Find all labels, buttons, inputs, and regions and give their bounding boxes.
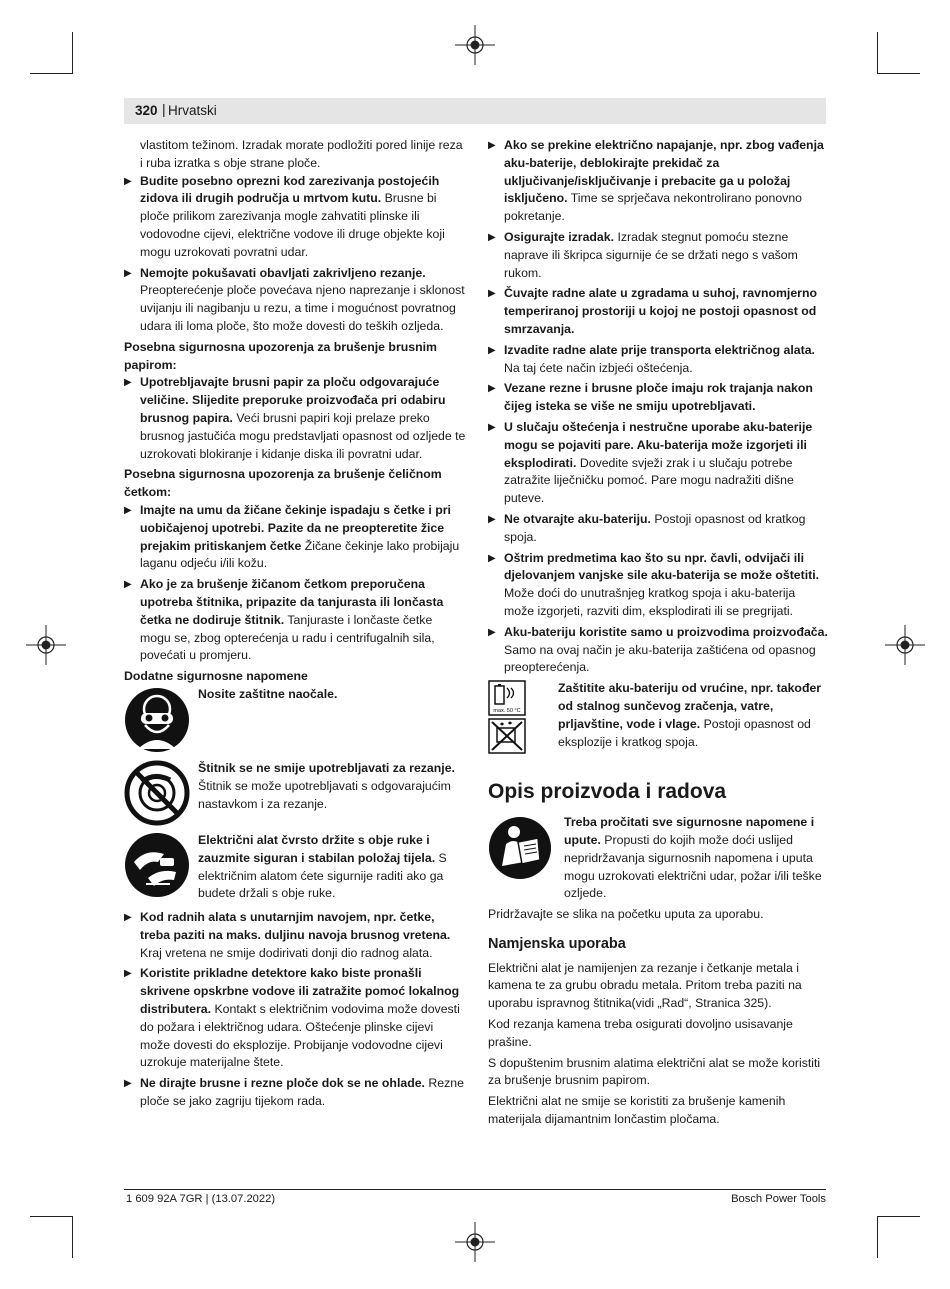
list-item: [124, 1075, 466, 1111]
item-bold: Osigurajte izradak.: [504, 229, 615, 244]
crop-mark: [878, 73, 920, 74]
item-text: Samo na ovaj način je aku-baterija zaštićena od opasnog preopterećenja.: [504, 642, 816, 675]
bullet-triangle-icon: ▶: [124, 579, 132, 591]
left-column: [124, 137, 466, 1114]
subsection-heading: Namjenska uporaba: [488, 935, 626, 952]
page-number: 320: [135, 103, 158, 118]
bullet-triangle-icon: ▶: [488, 344, 496, 356]
list-item: [488, 550, 828, 621]
paragraph: Kod rezanja kamena treba osigurati dovoljno usisavanje prašine.: [488, 1017, 793, 1049]
section-subheading: Posebna sigurnosna upozorenja za brušenje brusnim papirom:: [124, 339, 437, 372]
page-footer: [124, 1189, 826, 1205]
page-header: [124, 98, 826, 124]
pictogram-note: [488, 814, 828, 903]
pictogram-bold: Električni alat čvrsto držite s obje ruke i zauzmite siguran i stabilan položaj tijela.: [198, 832, 436, 865]
item-bold: Ne dirajte brusne i rezne ploče dok se ne ohlade.: [140, 1076, 425, 1091]
battery-heat-icon: [488, 680, 526, 716]
pictogram-text: Propusti do kojih može doći uslijed nepridržavanja sigurnosnih napomena i uputa mogu uzrokovati električni udar, požar i/ili teške ozljede.: [564, 832, 822, 901]
no-guard-cutting-icon: [124, 760, 190, 826]
item-text: Žičane čekinje lako probijaju laganu odjeću i/ili kožu.: [140, 538, 460, 571]
bullet-triangle-icon: ▶: [488, 140, 496, 151]
crop-mark: [72, 1216, 73, 1258]
pictogram-note: [124, 832, 466, 903]
safety-goggles-icon: [124, 687, 190, 753]
intro-text: vlastitom težinom. Izradak morate podložiti pored linije reza i ruba izratka s obje strane ploče.: [140, 138, 463, 170]
bullet-triangle-icon: ▶: [488, 626, 496, 638]
item-text: Može doći do unutrašnjeg kratkog spoja i aku-baterija može izgorjeti, razviti dim, eksplodirati ili se pregrijati.: [504, 586, 796, 618]
registration-mark-icon: [455, 25, 495, 65]
registration-mark-icon: [26, 625, 66, 665]
pictogram-bold: Nosite zaštitne naočale.: [198, 686, 338, 701]
list-item: [124, 374, 466, 463]
item-text: Brusne bi ploče prilikom zarezivanja mogle zahvatiti plinske ili vodovodne cijevi, električne vodove ili druge objekte koji mogu uzrokovati povratni udar.: [140, 191, 445, 259]
list-item: [488, 137, 828, 226]
list-item: [488, 624, 828, 677]
list-item: [124, 173, 466, 262]
bullet-triangle-icon: ▶: [124, 377, 132, 389]
item-text: Time se sprječava nekontrolirano ponovno pokretanje.: [504, 191, 803, 224]
item-bold: Kod radnih alata s unutarnjim navojem, npr. četke, treba paziti na maks. duljinu navoja brusnog vretena.: [140, 910, 451, 942]
crop-mark: [72, 32, 73, 74]
item-bold: U slučaju oštećenja i nestručne uporabe aku-baterije mogu se pojaviti pare. Aku-baterija može izgorjeti ili eksplodirati.: [504, 419, 813, 470]
item-text: Postoji opasnost od kratkog spoja.: [504, 511, 806, 544]
list-item: [488, 511, 828, 547]
bullet-triangle-icon: ▶: [488, 288, 496, 300]
bullet-triangle-icon: ▶: [124, 504, 132, 516]
bullet-triangle-icon: ▶: [488, 231, 496, 243]
footer-brand: Bosch Power Tools: [731, 1193, 826, 1205]
item-text: Dovedite svježi zrak i u slučaju potrebe zatražite liječničku pomoć. Pare mogu nadražiti dišne puteve.: [504, 455, 794, 506]
pictogram-bold: Zaštitite aku-bateriju od vrućine, npr. također od stalnog sunčevog zračenja, vatre, prljavštine, vode i vlage.: [558, 681, 822, 731]
bullet-triangle-icon: ▶: [124, 968, 132, 980]
item-bold: Koristite prikladne detektore kako biste pronašli skrivene opskrbne vodove ili zatražite pomoć lokalnog distributera.: [140, 966, 460, 1017]
item-bold: Oštrim predmetima kao što su npr. čavli, odvijači ili djelovanjem vanjske sile aku-baterija se može oštetiti.: [504, 550, 820, 583]
bullet-triangle-icon: ▶: [488, 383, 496, 395]
bullet-triangle-icon: ▶: [124, 267, 132, 279]
item-text: Tanjuraste i lončaste četke mogu se, zbog opterećenja u radu i centrifugalnih sila, povećati u promjeru.: [140, 612, 435, 663]
bullet-triangle-icon: ▶: [124, 912, 132, 924]
item-bold: Ne otvarajte aku-bateriju.: [504, 511, 651, 526]
list-item: [488, 342, 828, 378]
pictogram-text: S električnim alatom ćete sigurnije raditi ako ga budete držali s obje ruke.: [198, 850, 447, 901]
header-separator: |: [162, 101, 166, 117]
item-text: Preopterećenje ploče povećava njeno naprezanje i sklonost uvijanju ili nagibanju u rezu, a time i mogućnost povratnog udara ili loma ploče, što može dovesti do teških ozljeda.: [140, 283, 465, 333]
paragraph: Električni alat je namijenjen za rezanje i četkanje metala i kamena te za grubu obradu metala. Pritom treba paziti na uporabu ispravnog štitnika(vidi „Rad“, Stranica 325).: [488, 960, 802, 1011]
section-subheading: Dodatne sigurnosne napomene: [124, 669, 308, 684]
item-bold: Vezane rezne i brusne ploče imaju rok trajanja nakon čijeg isteka se više ne smiju upotrebljavati.: [504, 381, 813, 414]
two-hands-grip-icon: [124, 832, 190, 898]
right-column: [488, 137, 828, 1129]
item-text: Rezne ploče se jako zagriju tijekom rada.: [140, 1076, 464, 1109]
crop-mark: [30, 1216, 72, 1217]
item-text: Veći brusni papiri koji prelaze preko brusnog jastučića mogu predstavljati opasnost od ozljede te uzrokovati blokiranje i kidanje diska ili povratni udar.: [140, 410, 466, 461]
bullet-triangle-icon: ▶: [124, 1078, 132, 1090]
list-item: [488, 419, 828, 508]
bullet-triangle-icon: ▶: [488, 513, 496, 525]
bullet-triangle-icon: ▶: [124, 175, 132, 187]
list-item: [124, 502, 466, 573]
registration-mark-icon: [885, 625, 925, 665]
item-bold: Ako se prekine električno napajanje, npr. zbog vađenja aku-baterije, deblokirajte prekidač za uključivanje/isključivanje i prebacite ga u položaj isključeno.: [504, 138, 824, 206]
pictogram-note: [124, 760, 466, 826]
bullet-triangle-icon: ▶: [488, 421, 496, 433]
bullet-triangle-icon: ▶: [488, 552, 496, 564]
item-text: Kontakt s električnim vodovima može dovesti do požara i električnog udara. Oštećenje plinske cijevi može dovesti do eksplozije. Probijanje vodovodne cijevi uzrokuje materijalne štete.: [140, 1002, 460, 1070]
crop-mark: [877, 32, 878, 74]
item-bold: Čuvajte radne alate u zgradama u suhoj, ravnomjerno temperiranoj prostoriji u kojoj ne postoji opasnost od smrzavanja.: [504, 286, 817, 336]
pictogram-bold: Treba pročitati sve sigurnosne napomene i upute.: [564, 815, 815, 847]
paragraph: Električni alat ne smije se koristiti za brušenje kamenih materijala dijamantnim lončastim pločama.: [488, 1094, 786, 1127]
item-text: Kraj vretena ne smije dodirivati donji dio radnog alata.: [140, 945, 433, 960]
list-item: [488, 229, 828, 282]
item-bold: Imajte na umu da žičane čekinje ispadaju s četke i pri uobičajenoj upotrebi. Pazite da ne preopteretite žice prejakim pritiskanjem četke: [140, 502, 451, 553]
footer-doc-id: 1 609 92A 7GR | (13.07.2022): [126, 1193, 276, 1205]
item-bold: Ako je za brušenje žičanom četkom preporučena upotreba štitnika, pripazite da tanjurasta ili lončasta četka ne dodiruje štitnik.: [140, 577, 444, 627]
crop-mark: [30, 73, 72, 74]
crop-mark: [878, 1216, 920, 1217]
battery-temperature-label: max. 50 °C: [493, 708, 521, 715]
section-heading: Opis proizvoda i radova: [488, 780, 727, 804]
registration-mark-icon: [455, 1222, 495, 1262]
paragraph: Pridržavajte se slika na početku uputa za uporabu.: [488, 907, 764, 922]
header-language: Hrvatski: [168, 103, 217, 118]
list-item: [124, 265, 466, 336]
crop-mark: [877, 1216, 878, 1258]
list-item: [124, 576, 466, 665]
item-bold: Budite posebno oprezni kod zarezivanja postojećih zidova ili drugih područja u mrtvom kutu.: [140, 173, 440, 206]
pictogram-note: [488, 680, 828, 754]
list-item: [488, 285, 828, 338]
item-bold: Nemojte pokušavati obavljati zakrivljeno rezanje.: [140, 265, 426, 280]
battery-no-water-icon: [488, 718, 526, 754]
section-subheading: Posebna sigurnosna upozorenja za brušenje čeličnom četkom:: [124, 467, 442, 500]
item-bold: Upotrebljavajte brusni papir za ploču odgovarajuće veličine. Slijedite preporuke proizvođača pri odabiru brusnog papira.: [140, 375, 446, 425]
paragraph: S dopuštenim brusnim alatima električni alat se može koristiti za brušenje brusnim papirom.: [488, 1055, 821, 1088]
item-bold: Izvadite radne alate prije transporta električnog alata.: [504, 342, 815, 357]
pictogram-text: Štitnik se može upotrebljavati s odgovarajućim nastavkom i za rezanje.: [198, 778, 451, 811]
pictogram-bold: Štitnik se ne smije upotrebljavati za rezanje.: [198, 760, 455, 775]
list-item: [488, 380, 828, 416]
pictogram-note: [124, 686, 466, 754]
pictogram-text: Postoji opasnost od eksplozije i kratkog spoja.: [558, 716, 811, 749]
item-text: Na taj ćete način izbjeći oštećenja.: [504, 360, 693, 375]
read-manual-icon: [488, 816, 552, 880]
list-item: [124, 909, 466, 962]
item-text: Izradak stegnut pomoću stezne naprave ili škripca sigurnije će se držati nego s vašom rukom.: [504, 229, 798, 280]
item-bold: Aku-bateriju koristite samo u proizvodima proizvođača.: [504, 624, 828, 639]
list-item: [124, 965, 466, 1072]
